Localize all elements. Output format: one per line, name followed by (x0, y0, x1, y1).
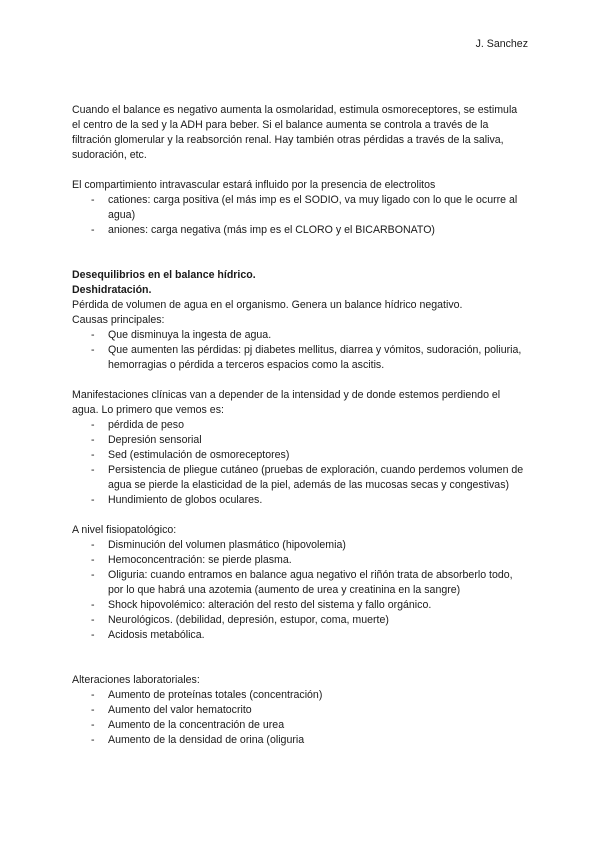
causas-list (72, 328, 528, 373)
deshidratacion-definition: Pérdida de volumen de agua en el organismo. Genera un balance hídrico negativo. (72, 299, 463, 311)
list-item: - Sed (estimulación de osmoreceptores) (72, 448, 528, 463)
manifestaciones-paragraph: Manifestaciones clínicas van a depender de la intensidad y de donde estemos perdiendo el agua. Lo primero que vemos es: (72, 389, 501, 416)
list-item: - Acidosis metabólica. (72, 628, 528, 643)
list-item: - Oliguria: cuando entramos en balance agua negativo el riñón trata de absorberlo todo, por lo que habrá una azotemia (aumento de urea y creatinina en la sangre) (72, 568, 528, 598)
intro-paragraph: Cuando el balance es negativo aumenta la osmolaridad, estimula osmoreceptores, se estimula el centro de la sed y la ADH para beber. Si el balance aumenta se controla a través de la filtración glomerular y la reabsorción renal. Hay también otras pérdidas a través de la saliva, sudoración, etc. (72, 104, 518, 161)
list-item: - Que aumenten las pérdidas: pj diabetes mellitus, diarrea y vómitos, sudoración, poliuria, hemorragias o pérdida a terceros espacios como la ascitis. (72, 343, 528, 373)
electrolitos-paragraph: El compartimiento intravascular estará influido por la presencia de electrolitos (72, 179, 436, 191)
list-item: - pérdida de peso (72, 418, 528, 433)
laboratoriales-label: Alteraciones laboratoriales: (72, 674, 200, 686)
list-item: - Neurológicos. (debilidad, depresión, estupor, coma, muerte) (72, 613, 528, 628)
list-item: - Hemoconcentración: se pierde plasma. (72, 553, 528, 568)
list-item: - cationes: carga positiva (el más imp es el SODIO, va muy ligado con lo que le ocurre al agua) (72, 193, 528, 223)
subsection-heading: Deshidratación. (72, 284, 152, 296)
author-name: J. Sanchez (475, 38, 528, 50)
fisiopatologico-label: A nivel fisiopatológico: (72, 524, 177, 536)
list-item: - Depresión sensorial (72, 433, 528, 448)
list-item: - Persistencia de pliegue cutáneo (pruebas de exploración, cuando perdemos volumen de agua se pierde la elasticidad de la piel, además de las mucosas secas y congestivas) (72, 463, 528, 493)
electrolitos-list (72, 193, 528, 238)
laboratoriales-list (72, 688, 528, 748)
list-item: - Disminución del volumen plasmático (hipovolemia) (72, 538, 528, 553)
fisiopatologico-list (72, 538, 528, 643)
list-item: - Shock hipovolémico: alteración del resto del sistema y fallo orgánico. (72, 598, 528, 613)
list-item: - aniones: carga negativa (más imp es el CLORO y el BICARBONATO) (72, 223, 528, 238)
list-item: - Hundimiento de globos oculares. (72, 493, 528, 508)
manifestaciones-list (72, 418, 528, 508)
document-body (72, 103, 528, 748)
list-item: - Aumento de la densidad de orina (oliguria (72, 733, 528, 748)
list-item: - Que disminuya la ingesta de agua. (72, 328, 528, 343)
section-heading: Desequilibrios en el balance hídrico. (72, 269, 256, 281)
list-item: - Aumento de proteínas totales (concentración) (72, 688, 528, 703)
causas-label: Causas principales: (72, 314, 165, 326)
list-item: - Aumento de la concentración de urea (72, 718, 528, 733)
list-item: - Aumento del valor hematocrito (72, 703, 528, 718)
